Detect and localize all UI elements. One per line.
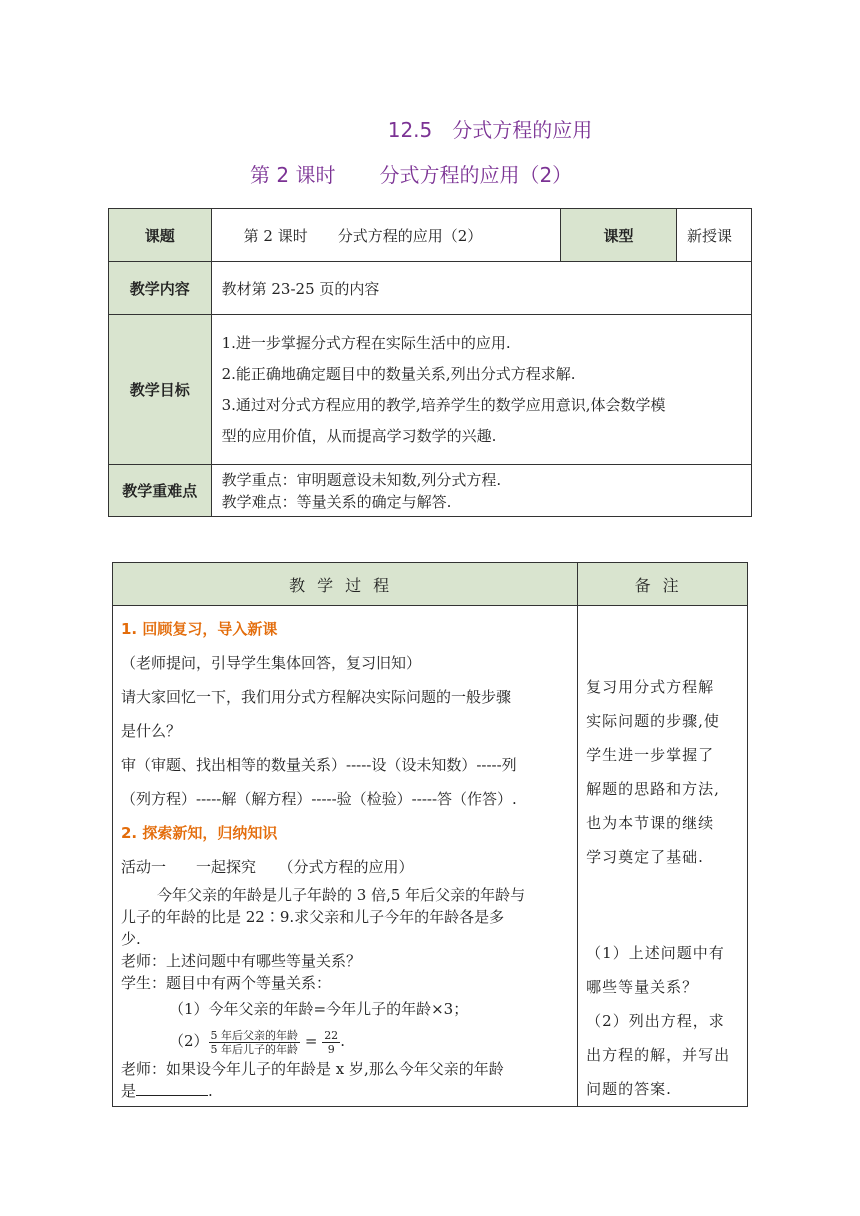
relation-2: [121, 1024, 569, 1058]
goals-label: 教学目标: [109, 315, 212, 465]
fraction-numerator: 5 年后父亲的年龄: [210, 1028, 299, 1042]
fraction: [209, 1029, 301, 1056]
text-line: 是什么？: [121, 722, 182, 740]
ratio-numerator: 22: [324, 1028, 339, 1042]
lesson-title: 分式方程的应用（2）: [379, 163, 573, 187]
page-title: 12.5 分式方程的应用: [387, 118, 593, 142]
period: .: [340, 1032, 345, 1050]
note-line: （1）上述问题中有: [586, 944, 725, 962]
teacher-prompt: 老师：如果设今年儿子的年龄是 x 岁,那么今年父亲的年龄: [121, 1060, 504, 1078]
note-line: 解题的思路和方法,: [586, 780, 720, 798]
problem-text: 今年父亲的年龄是儿子年龄的 3 倍,5 年后父亲的年龄与: [157, 886, 526, 904]
note-line: 实际问题的步骤,使: [586, 712, 720, 730]
text-line: 请大家回忆一下，我们用分式方程解决实际问题的一般步骤: [121, 688, 512, 706]
topic-value: 第 2 课时 分式方程的应用（2）: [211, 209, 560, 262]
note-line: （2）列出方程，求: [586, 1012, 725, 1030]
teaching-process-table: [112, 562, 748, 1107]
lesson-number: 第 2 课时: [250, 163, 336, 187]
student-answer: 学生：题目中有两个等量关系：: [121, 974, 332, 992]
note-line: 复习用分式方程解: [586, 678, 715, 696]
problem-text: 少.: [121, 930, 141, 948]
ratio-denominator: 9: [327, 1042, 335, 1056]
type-value: 新授课: [676, 209, 751, 262]
fraction-denominator: 5 年后儿子的年龄: [210, 1042, 299, 1056]
section-heading: 2. 探索新知，归纳知识: [121, 824, 278, 842]
equals-sign: =: [304, 1032, 318, 1050]
key-points: [211, 465, 751, 517]
key-point: 教学重点：审明题意设未知数,列分式方程.: [221, 470, 502, 489]
relation-2-prefix: （2）: [169, 1032, 209, 1050]
goal-item: 3.通过对分式方程应用的教学,培养学生的数学应用意识,体会数学模: [221, 395, 666, 414]
content-value: 教材第 23-25 页的内容: [211, 262, 751, 315]
key-points-label: 教学重难点: [109, 465, 212, 517]
notes-column: [578, 606, 748, 1107]
lesson-info-table: [108, 208, 752, 517]
goal-item: 1.进一步掌握分式方程在实际生活中的应用.: [221, 333, 511, 352]
goal-item: 型的应用价值，从而提高学习数学的兴趣.: [221, 426, 497, 445]
ratio-fraction: [322, 1029, 340, 1056]
topic-label: 课题: [109, 209, 212, 262]
goal-item: 2.能正确地确定题目中的数量关系,列出分式方程求解.: [221, 364, 576, 383]
process-content: [113, 606, 578, 1107]
problem-text: 儿子的年龄的比是 22∶9.求父亲和儿子今年的年龄各是多: [121, 908, 505, 926]
type-label: 课型: [561, 209, 677, 262]
section-heading: 1. 回顾复习，导入新课: [121, 620, 278, 638]
text-line: （老师提问，引导学生集体回答，复习旧知）: [121, 654, 422, 672]
note-line: 也为本节课的继续: [586, 814, 715, 832]
prompt-text: 是: [121, 1082, 137, 1100]
notes-header: 备注: [578, 563, 748, 606]
content-label: 教学内容: [109, 262, 212, 315]
period: .: [208, 1082, 213, 1100]
teacher-question: 老师：上述问题中有哪些等量关系？: [121, 952, 362, 970]
text-line: 审（审题、找出相等的数量关系）-----设（设未知数）-----列: [121, 756, 517, 774]
note-line: 出方程的解，并写出: [586, 1046, 731, 1064]
answer-blank: [136, 1095, 208, 1096]
note-line: 哪些等量关系？: [586, 978, 699, 996]
teacher-prompt-line2: [121, 1080, 569, 1102]
note-line: 学习奠定了基础.: [586, 848, 704, 866]
process-header: 教学过程: [113, 563, 578, 606]
relation-1: （1）今年父亲的年龄=今年儿子的年龄×3；: [169, 1000, 469, 1018]
lesson-subtitle: [250, 159, 572, 188]
note-line: 问题的答案.: [586, 1080, 672, 1098]
note-line: 学生进一步掌握了: [586, 746, 715, 764]
key-point: 教学难点：等量关系的确定与解答.: [221, 492, 452, 511]
activity-title: 活动一 一起探究 （分式方程的应用）: [121, 858, 414, 876]
text-line: （列方程）-----解（解方程）-----验（检验）-----答（作答）.: [121, 790, 517, 808]
goals-list: [211, 315, 751, 465]
